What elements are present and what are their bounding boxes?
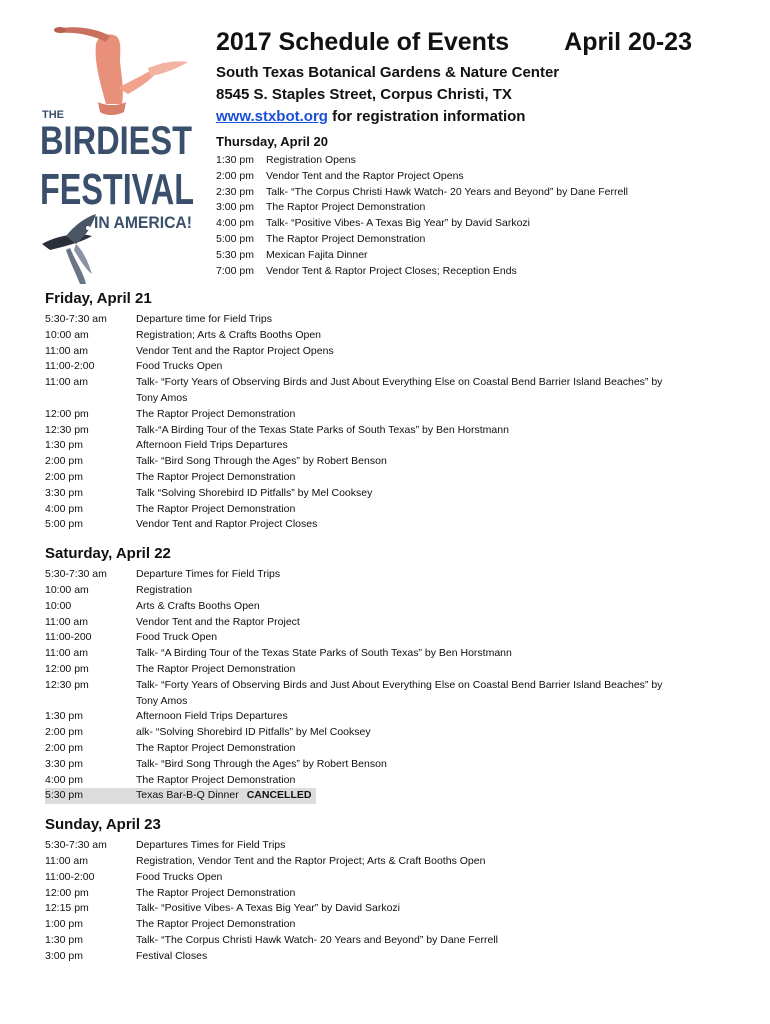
event-time: 12:30 pm bbox=[45, 423, 89, 436]
venue-name: South Texas Botanical Gardens & Nature Center bbox=[216, 64, 560, 81]
logo-in-america-text: IN AMERICA! bbox=[94, 213, 192, 232]
title-row bbox=[216, 26, 692, 58]
schedule-row bbox=[45, 757, 735, 773]
schedule-row bbox=[45, 454, 735, 470]
event-text: Arts & Crafts Booths Open bbox=[136, 599, 260, 612]
skimmer-bird-icon bbox=[42, 214, 96, 284]
schedule-days bbox=[45, 289, 735, 964]
schedule-row bbox=[216, 216, 736, 232]
schedule-row bbox=[45, 359, 735, 375]
schedule-row bbox=[45, 423, 735, 439]
event-time: 5:30-7:30 am bbox=[45, 313, 107, 325]
sunday-heading: Sunday, April 23 bbox=[45, 816, 161, 834]
event-time: 7:00 pm bbox=[216, 264, 254, 277]
schedule-row bbox=[45, 502, 735, 518]
event-time: 2:00 pm bbox=[45, 470, 83, 483]
event-text: The Raptor Project Demonstration bbox=[136, 407, 296, 420]
schedule-row bbox=[45, 646, 735, 662]
logo-festival-text: FESTIVAL bbox=[40, 165, 194, 214]
event-title: Texas Bar-B-Q Dinner bbox=[136, 789, 239, 802]
schedule-row bbox=[216, 169, 736, 185]
event-time: 12:00 pm bbox=[45, 886, 89, 899]
schedule-row bbox=[45, 407, 735, 423]
schedule-row bbox=[216, 248, 736, 264]
event-time: 1:30 pm bbox=[216, 154, 254, 166]
schedule-row-continuation bbox=[45, 391, 735, 407]
schedule-row bbox=[45, 854, 735, 870]
event-time: 1:30 pm bbox=[45, 933, 83, 946]
schedule-row bbox=[45, 328, 735, 344]
event-time: 1:30 pm bbox=[45, 439, 83, 452]
event-text: Vendor Tent and Raptor Project Closes bbox=[136, 518, 318, 531]
event-text: Registration Opens bbox=[266, 154, 356, 166]
venue-address: 8545 S. Staples Street, Corpus Christi, TX bbox=[216, 86, 512, 103]
event-text: Mexican Fajita Dinner bbox=[266, 248, 368, 261]
schedule-row bbox=[45, 486, 735, 502]
logo-birdiest-text: BIRDIEST bbox=[40, 119, 192, 163]
registration-info-text: for registration information bbox=[327, 108, 526, 125]
event-text: The Raptor Project Demonstration bbox=[136, 502, 296, 515]
thursday-heading: Thursday, April 20 bbox=[216, 134, 328, 149]
event-text: Festival Closes bbox=[136, 949, 208, 962]
event-text: Afternoon Field Trips Departures bbox=[136, 439, 288, 452]
event-text: Registration; Arts & Crafts Booths Open bbox=[136, 328, 322, 341]
schedule-row bbox=[45, 438, 735, 454]
event-text: Talk- “The Corpus Christi Hawk Watch- 20 Years and Beyond” by Dane Ferrell bbox=[136, 933, 499, 946]
cancelled-label: CANCELLED bbox=[246, 789, 312, 802]
event-time: 3:30 pm bbox=[45, 486, 83, 499]
event-dates: April 20-23 bbox=[564, 28, 692, 56]
event-time: 2:00 pm bbox=[216, 169, 254, 182]
schedule-row bbox=[45, 725, 735, 741]
event-time: 5:00 pm bbox=[45, 518, 83, 531]
event-time: 4:00 pm bbox=[45, 502, 83, 515]
schedule-row bbox=[45, 678, 735, 694]
event-text: The Raptor Project Demonstration bbox=[136, 470, 296, 483]
event-time: 5:30 pm bbox=[216, 248, 254, 261]
schedule-row bbox=[45, 312, 735, 328]
event-time: 3:00 pm bbox=[45, 949, 83, 962]
schedule-row-continuation bbox=[45, 694, 735, 710]
event-time: 2:00 pm bbox=[45, 726, 83, 739]
event-text: The Raptor Project Demonstration bbox=[266, 201, 426, 214]
event-text: Talk- “The Corpus Christi Hawk Watch- 20 Years and Beyond” by Dane Ferrell bbox=[266, 185, 629, 198]
event-text: Food Trucks Open bbox=[136, 870, 223, 883]
event-text: The Raptor Project Demonstration bbox=[136, 918, 296, 931]
event-text: Talk- “Forty Years of Observing Birds and Just About Everything Else on Coastal Bend Barrier Island Beaches” by bbox=[136, 376, 663, 389]
event-time: 12:00 pm bbox=[45, 662, 89, 675]
event-text: Talk- “Bird Song Through the Ages” by Robert Benson bbox=[136, 455, 387, 468]
friday-section bbox=[45, 289, 735, 533]
event-text: Talk- “A Birding Tour of the Texas State Parks of South Texas” by Ben Horstmann bbox=[136, 647, 512, 660]
event-time: 11:00 am bbox=[45, 854, 88, 867]
schedule-row bbox=[45, 933, 735, 949]
event-text: The Raptor Project Demonstration bbox=[136, 886, 296, 899]
schedule-row bbox=[45, 917, 735, 933]
schedule-row bbox=[45, 662, 735, 678]
event-time: 1:30 pm bbox=[45, 710, 83, 723]
schedule-row bbox=[45, 470, 735, 486]
event-time: 3:00 pm bbox=[216, 201, 254, 214]
sunday-section bbox=[45, 815, 735, 964]
event-text: Talk “Solving Shorebird ID Pitfalls” by Mel Cooksey bbox=[136, 486, 373, 499]
schedule-row bbox=[45, 870, 735, 886]
registration-info bbox=[216, 106, 736, 127]
schedule-row bbox=[45, 838, 735, 854]
event-time: 10:00 bbox=[45, 599, 72, 612]
event-time: 5:30-7:30 am bbox=[45, 568, 107, 581]
event-time-empty bbox=[45, 694, 136, 710]
event-text: Registration bbox=[136, 583, 193, 596]
event-time: 12:00 pm bbox=[45, 407, 89, 420]
thursday-events bbox=[216, 153, 736, 279]
event-time: 5:30 pm bbox=[45, 789, 83, 802]
event-text: Talk- “Bird Song Through the Ages” by Robert Benson bbox=[136, 757, 387, 770]
event-text: Vendor Tent & Raptor Project Closes; Reception Ends bbox=[266, 264, 517, 277]
logo-the-text: THE bbox=[42, 109, 64, 121]
schedule-row bbox=[45, 773, 735, 789]
schedule-row bbox=[45, 375, 735, 391]
event-time: 5:00 pm bbox=[216, 232, 254, 245]
schedule-row bbox=[45, 517, 735, 533]
event-time: 11:00 am bbox=[45, 647, 88, 660]
event-text: alk- “Solving Shorebird ID Pitfalls” by Mel Cooksey bbox=[136, 726, 371, 739]
event-text: The Raptor Project Demonstration bbox=[136, 662, 296, 675]
schedule-row bbox=[45, 630, 735, 646]
event-time: 10:00 am bbox=[45, 328, 89, 341]
saturday-heading: Saturday, April 22 bbox=[45, 545, 171, 563]
birdiest-festival-logo bbox=[36, 22, 196, 284]
event-time: 11:00-2:00 bbox=[45, 360, 95, 373]
schedule-row bbox=[45, 901, 735, 917]
event-text: Departure time for Field Trips bbox=[136, 313, 272, 325]
event-time: 3:30 pm bbox=[45, 757, 83, 770]
event-time: 4:00 pm bbox=[45, 773, 83, 786]
event-time-empty bbox=[45, 391, 136, 407]
schedule-row bbox=[45, 709, 735, 725]
event-text: Talk- “Positive Vibes- A Texas Big Year” by David Sarkozi bbox=[136, 902, 400, 915]
schedule-row bbox=[45, 886, 735, 902]
event-text: Vendor Tent and the Raptor Project Opens bbox=[136, 344, 334, 357]
schedule-row bbox=[216, 232, 736, 248]
schedule-row bbox=[45, 599, 735, 615]
schedule-row bbox=[45, 615, 735, 631]
event-time: 11:00 am bbox=[45, 344, 88, 357]
page-title: 2017 Schedule of Events bbox=[216, 28, 510, 56]
event-time: 5:30-7:30 am bbox=[45, 839, 107, 852]
event-text: The Raptor Project Demonstration bbox=[136, 773, 296, 786]
event-text bbox=[136, 788, 316, 804]
schedule-header bbox=[216, 26, 736, 279]
event-text: Talk- “Forty Years of Observing Birds and Just About Everything Else on Coastal Bend Barrier Island Beaches” by bbox=[136, 678, 663, 691]
schedule-row bbox=[45, 741, 735, 757]
spoonbill-icon bbox=[54, 27, 188, 115]
event-text: The Raptor Project Demonstration bbox=[266, 232, 426, 245]
event-time: 11:00-200 bbox=[45, 631, 92, 644]
event-text-continued: Tony Amos bbox=[136, 391, 188, 404]
event-time: 4:00 pm bbox=[216, 217, 254, 230]
schedule-row-cancelled bbox=[45, 788, 316, 804]
event-text: Departure Times for Field Trips bbox=[136, 568, 281, 581]
event-time: 2:00 pm bbox=[45, 455, 83, 468]
event-text: Vendor Tent and the Raptor Project Opens bbox=[266, 169, 464, 182]
schedule-row bbox=[216, 185, 736, 201]
event-time: 12:15 pm bbox=[45, 902, 89, 915]
saturday-section bbox=[45, 544, 735, 804]
event-text: Departures Times for Field Trips bbox=[136, 839, 286, 852]
event-time: 2:00 pm bbox=[45, 741, 83, 754]
event-text: Registration, Vendor Tent and the Raptor Project; Arts & Craft Booths Open bbox=[136, 854, 486, 867]
event-time: 2:30 pm bbox=[216, 185, 254, 198]
event-time: 1:00 pm bbox=[45, 918, 83, 931]
friday-heading: Friday, April 21 bbox=[45, 290, 152, 307]
schedule-row bbox=[216, 153, 736, 169]
event-text: Talk-“A Birding Tour of the Texas State Parks of South Texas” by Ben Horstmann bbox=[136, 423, 509, 436]
schedule-row bbox=[216, 264, 736, 280]
event-time: 12:30 pm bbox=[45, 678, 89, 691]
event-time: 11:00-2:00 bbox=[45, 870, 95, 883]
schedule-row bbox=[45, 344, 735, 360]
event-text: Talk- “Positive Vibes- A Texas Big Year” by David Sarkozi bbox=[266, 217, 530, 230]
website-link[interactable]: www.stxbot.org bbox=[216, 108, 328, 125]
event-text: The Raptor Project Demonstration bbox=[136, 741, 296, 754]
event-time: 11:00 am bbox=[45, 615, 88, 628]
schedule-row bbox=[45, 949, 735, 965]
schedule-row bbox=[45, 583, 735, 599]
event-time: 11:00 am bbox=[45, 376, 88, 389]
event-text: Food Truck Open bbox=[136, 631, 218, 644]
event-text: Food Trucks Open bbox=[136, 360, 223, 373]
event-text-continued: Tony Amos bbox=[136, 694, 188, 707]
event-text: Vendor Tent and the Raptor Project bbox=[136, 615, 300, 628]
event-time: 10:00 am bbox=[45, 583, 89, 596]
event-text: Afternoon Field Trips Departures bbox=[136, 710, 288, 723]
schedule-row bbox=[216, 200, 736, 216]
schedule-row bbox=[45, 567, 735, 583]
